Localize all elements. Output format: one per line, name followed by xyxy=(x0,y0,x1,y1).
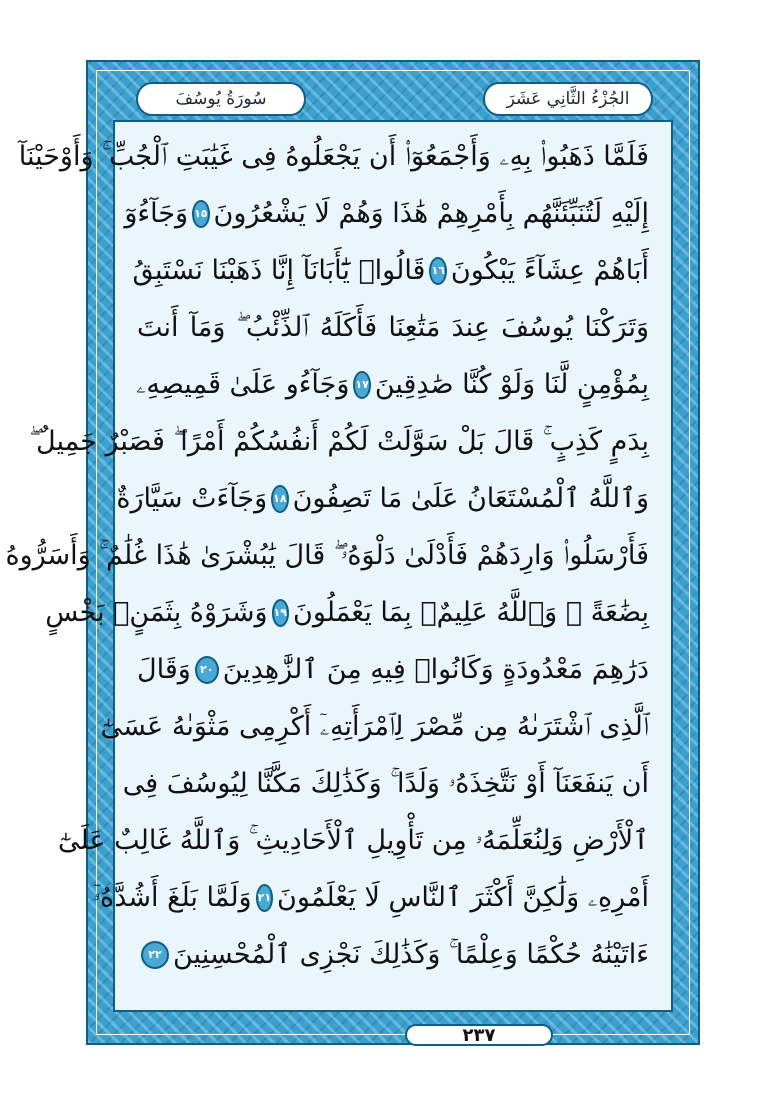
text-line xyxy=(137,641,649,698)
verse-text-continuation: وَجَآءُو عَلَىٰ قَمِيصِهِۦ xyxy=(136,368,350,400)
verse-text: ٱلْأَرْضِ وَلِنُعَلِّمَهُۥ مِن تَأْوِيلِ ٱلْأَحَادِيثِ ۚ وَٱللَّهُ غَالِبٌ عَلَىٰٓ xyxy=(57,824,649,856)
ayah-number-marker: ٢٢ xyxy=(141,941,169,969)
verse-text: فَلَمَّا ذَهَبُوا۟ بِهِۦ وَأَجْمَعُوٓا۟ أَن يَجْعَلُوهُ فِى غَيَٰبَتِ ٱلْجُبِّ ۚ وَأَوْحَيْنَآ xyxy=(18,140,649,172)
ayah-number-marker: ١٨ xyxy=(271,485,288,513)
text-line xyxy=(45,584,649,641)
text-line xyxy=(57,812,649,869)
verse-text: بِدَمٍ كَذِبٍ ۚ قَالَ بَلْ سَوَّلَتْ لَكُمْ أَنفُسُكُمْ أَمْرًا ۖ فَصَبْرٌ جَمِيلٌ ۖ xyxy=(29,425,649,457)
text-lines xyxy=(5,122,671,1010)
verse-text: ٱلَّذِى ٱشْتَرَىٰهُ مِن مِّصْرَ لِٱمْرَأَتِهِۦٓ أَكْرِمِى مَثْوَىٰهُ عَسَىٰٓ xyxy=(100,710,649,742)
text-line xyxy=(122,755,649,812)
text-line xyxy=(18,128,649,185)
text-line xyxy=(5,527,649,584)
surah-name-text: سُورَةُ يُوسُفَ xyxy=(175,89,267,109)
ayah-number-marker: ٢٠ xyxy=(195,656,219,684)
juz-name-text: الجُزْءُ الثَّانِي عَشَرَ xyxy=(506,89,630,109)
verse-text-continuation: وَجَآءَتْ سَيَّارَةٌ xyxy=(116,483,268,514)
surah-name-header xyxy=(136,82,306,116)
text-line xyxy=(137,299,649,356)
verse-text: إِلَيْهِ لَتُنَبِّئَنَّهُم بِأَمْرِهِمْ هَٰذَا وَهُمْ لَا يَشْعُرُونَ xyxy=(213,198,649,229)
page-frame xyxy=(5,60,700,1046)
verse-text: وَٱللَّهُ ٱلْمُسْتَعَانُ عَلَىٰ مَا تَصِفُونَ xyxy=(292,483,649,514)
text-line xyxy=(93,869,649,926)
ayah-number-marker: ١٩ xyxy=(272,599,289,627)
text-line xyxy=(132,242,649,299)
verse-text: دَرَٰهِمَ مَعْدُودَةٍ وَكَانُوا۟ فِيهِ مِنَ ٱلزَّٰهِدِينَ xyxy=(222,654,649,685)
juz-name-header xyxy=(483,82,653,116)
verse-text: وَتَرَكْنَا يُوسُفَ عِندَ مَتَٰعِنَا فَأَكَلَهُ ٱلذِّئْبُ ۖ وَمَآ أَنتَ xyxy=(137,311,649,343)
page-number-box xyxy=(405,1024,553,1046)
verse-text-continuation: قَالُوا۟ يَٰٓأَبَانَآ إِنَّا ذَهَبْنَا نَسْتَبِقُ xyxy=(132,255,426,286)
text-line xyxy=(116,470,649,527)
ayah-number-marker: ٢١ xyxy=(256,884,273,912)
ayah-number-marker: ١٦ xyxy=(429,257,446,285)
verse-text: بِمُؤْمِنٍ لَّنَا وَلَوْ كُنَّا صَٰدِقِينَ xyxy=(374,369,649,400)
verse-text: ءَاتَيْنَٰهُ حُكْمًا وَعِلْمًا ۚ وَكَذَٰلِكَ نَجْزِى ٱلْمُحْسِنِينَ xyxy=(173,938,649,970)
verse-text: أَبَاهُمْ عِشَآءً يَبْكُونَ xyxy=(450,255,649,286)
text-line xyxy=(137,356,649,413)
ayah-number-marker: ١٧ xyxy=(353,371,370,399)
ayah-number-marker: ١٥ xyxy=(192,200,209,228)
verse-text-continuation: وَقَالَ xyxy=(137,654,191,685)
verse-text: فَأَرْسَلُوا۟ وَارِدَهُمْ فَأَدْلَىٰ دَلْوَهُۥ ۖ قَالَ يَٰبُشْرَىٰ هَٰذَا غُلَٰمٌ ۚ وَأَسَرُّوهُ xyxy=(5,539,649,571)
text-line xyxy=(29,413,649,470)
text-line xyxy=(124,185,649,242)
verse-text-continuation: وَشَرَوْهُ بِثَمَنٍۭ بَخْسٍ xyxy=(45,597,268,628)
verse-text: أَن يَنفَعَنَآ أَوْ نَتَّخِذَهُۥ وَلَدًا ۚ وَكَذَٰلِكَ مَكَّنَّا لِيُوسُفَ فِى xyxy=(122,767,649,799)
page-number: ٢٣٧ xyxy=(462,1024,496,1046)
quran-text-panel xyxy=(5,120,673,1012)
verse-text-continuation: وَجَآءُوٓ xyxy=(124,198,189,229)
text-line xyxy=(100,698,649,755)
verse-text-continuation: وَلَمَّا بَلَغَ أَشُدَّهُۥٓ xyxy=(93,881,252,913)
verse-text: بِضَٰعَةً ۚ وَٱللَّهُ عَلِيمٌۢ بِمَا يَعْمَلُونَ xyxy=(292,597,649,628)
verse-text: أَمْرِهِۦ وَلَٰكِنَّ أَكْثَرَ ٱلنَّاسِ لَا يَعْلَمُونَ xyxy=(277,881,649,913)
text-line xyxy=(137,926,649,983)
